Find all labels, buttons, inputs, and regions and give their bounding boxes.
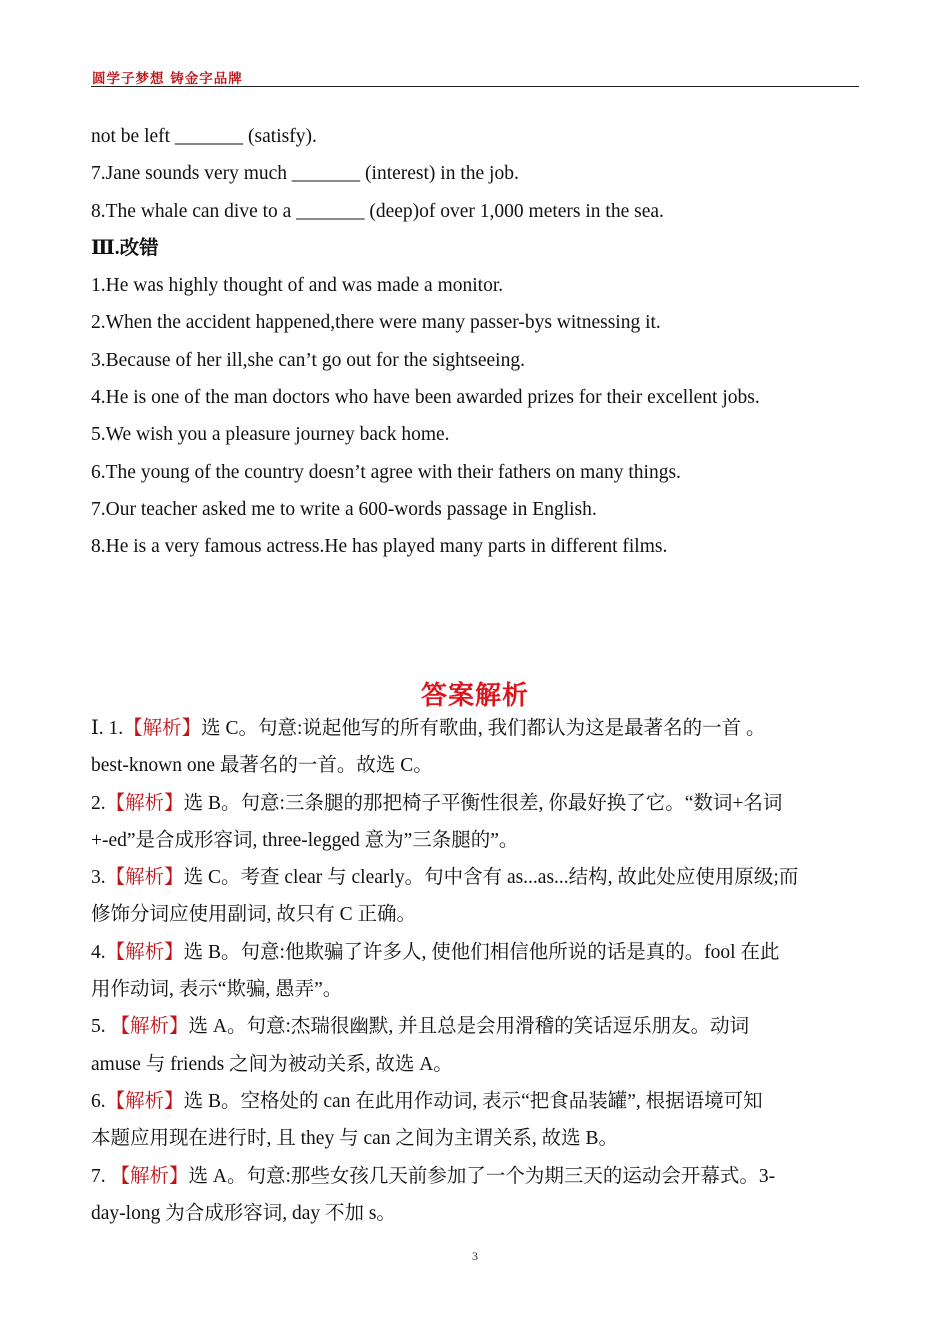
exercise-line: not be left _______ (satisfy). [91,126,317,147]
answer-text: 选 B。空格处的 can 在此用作动词, 表示“把食品装罐”, 根据语境可知 [183,1090,763,1112]
answer-line [91,1008,866,1045]
correction-item: 5.We wish you a pleasure journey back home. [91,424,450,446]
answer-text: 修饰分词应使用副词, 故只有 C 正确。 [91,904,417,926]
answer-text: 用作动词, 表示“欺骗, 愚弄”。 [91,979,343,1001]
answer-prefix: Ⅰ. 1. [91,718,124,739]
answer-text: best-known one 最著名的一首。故选 C。 [91,755,433,777]
answer-text: amuse 与 friends 之间为被动关系, 故选 A。 [91,1053,453,1075]
analysis-tag: 【解析】 [105,1090,184,1112]
answer-line [91,896,866,933]
answer-line [91,1120,866,1157]
answer-line [91,934,866,971]
answer-line [91,971,866,1008]
answer-line [91,1195,866,1232]
section-title: Ⅲ.改错 [91,237,159,259]
answer-line [91,785,866,822]
answer-prefix: 5. [91,1016,111,1038]
correction-item: 3.Because of her ill,she can’t go out for the sightseeing. [91,349,525,371]
answer-line [91,710,866,747]
answer-line [91,822,866,859]
page-header [91,64,859,87]
analysis-tag: 【解析】 [123,718,202,739]
exercise-line: 8.The whale can dive to a _______ (deep)of over 1,000 meters in the sea. [91,200,664,222]
answer-text: 选 C。考查 clear 与 clearly。句中含有 as...as...结构, 故此处应使用原级;而 [183,867,799,889]
correction-item: 1.He was highly thought of and was made a monitor. [91,275,504,297]
answer-prefix: 4. [91,941,106,963]
answer-prefix: 7. [91,1165,111,1187]
answer-text: 选 C。句意:说起他写的所有歌曲, 我们都认为这是最著名的一首 。 [201,718,766,739]
answer-line [91,747,866,784]
analysis-tag: 【解析】 [110,1165,189,1187]
answer-text: 选 B。句意:三条腿的那把椅子平衡性很差, 你最好换了它。“数词+名词 [183,792,783,814]
answer-line [91,1046,866,1083]
exercise-line: 7.Jane sounds very much _______ (interest) in the job. [91,163,519,185]
answer-prefix: 2. [91,792,106,814]
exercise-content [91,118,866,566]
answer-line [91,1158,866,1195]
answer-text: 本题应用现在进行时, 且 they 与 can 之间为主谓关系, 故选 B。 [91,1128,619,1150]
answer-prefix: 6. [91,1090,106,1112]
correction-item: 4.He is one of the man doctors who have been awarded prizes for their excellent jobs. [91,387,760,409]
answer-section-title: 答案解析 [420,681,529,711]
correction-item: 2.When the accident happened,there were many passer-bys witnessing it. [91,312,661,334]
header-slogan: 圆学子梦想 铸金字品牌 [92,71,243,87]
analysis-tag: 【解析】 [105,867,184,889]
analysis-tag: 【解析】 [105,792,184,814]
page-number: 3 [472,1249,478,1263]
answer-text: day-long 为合成形容词, day 不加 s。 [91,1202,396,1224]
analysis-tag: 【解析】 [105,941,184,963]
answer-text: +-ed”是合成形容词, three-legged 意为”三条腿的”。 [91,829,519,851]
answer-line [91,1083,866,1120]
answer-prefix: 3. [91,867,106,889]
answer-text: 选 A。句意:杰瑞很幽默, 并且总是会用滑稽的笑话逗乐朋友。动词 [188,1016,750,1038]
correction-item: 7.Our teacher asked me to write a 600-words passage in English. [91,498,597,520]
analysis-tag: 【解析】 [110,1016,189,1038]
answer-text: 选 B。句意:他欺骗了许多人, 使他们相信他所说的话是真的。fool 在此 [183,941,780,963]
answer-lines [91,710,866,1232]
answer-line [91,859,866,896]
correction-item: 6.The young of the country doesn’t agree with their fathers on many things. [91,461,681,483]
correction-item: 8.He is a very famous actress.He has played many parts in different films. [91,536,668,558]
answer-text: 选 A。句意:那些女孩几天前参加了一个为期三天的运动会开幕式。3- [188,1165,776,1187]
